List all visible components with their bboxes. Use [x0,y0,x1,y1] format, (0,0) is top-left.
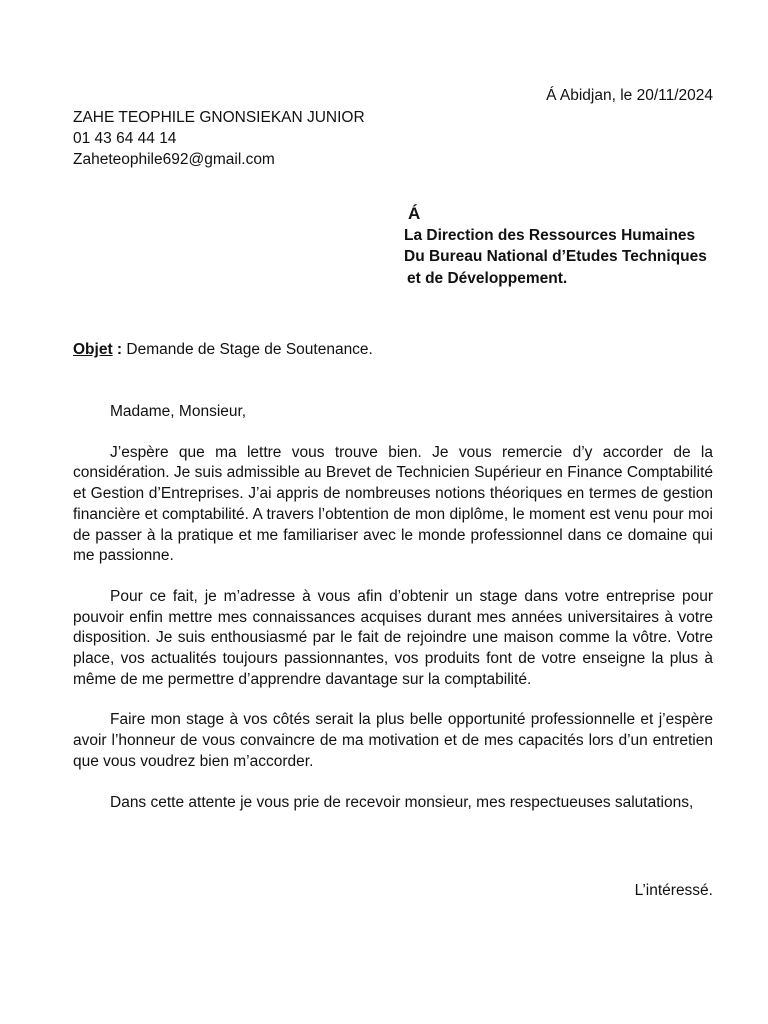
sender-phone: 01 43 64 44 14 [73,130,177,147]
sender-email: Zaheteophile692@gmail.com [73,151,275,168]
paragraph-3: Faire mon stage à vos côtés serait la plus belle opportunité professionnelle et j’espère avoir l’honneur de vous convaincre de ma motivation et de mes capacités lors d’un entretien que vous voudrez bien m’accorder. [73,711,713,770]
closing-signature: L’intéressé. [634,882,713,899]
sender-name: ZAHE TEOPHILE GNONSIEKAN JUNIOR [73,109,365,126]
paragraph-1: J’espère que ma lettre vous trouve bien. Je vous remercie d’y accorder de la considération. Je suis admissible au Brevet de Technicien Supérieur en Finance Comptabilité et Gestion d’Entreprises. J’ai appris de nombreuses notions théoriques en termes de gestion financière et comptabilité. A travers l’obtention de mon diplôme, le moment est venu pour moi de passer à la pratique et me familiariser avec le monde professionnel dans ce domaine qui me passionne. [73,443,713,565]
recipient-prefix: Á [408,204,421,223]
subject-text: Demande de Stage de Soutenance. [122,341,373,358]
sender-block [73,107,365,170]
subject-line [73,340,373,360]
greeting: Madame, Monsieur, [110,403,247,420]
letter-body [73,402,713,833]
date-location: Á Abidjan, le 20/11/2024 [546,87,713,104]
subject-colon: : [112,341,123,358]
recipient-line-2: Du Bureau National d’Etudes Techniques [404,248,707,265]
recipient-block [404,203,707,289]
paragraph-4: Dans cette attente je vous prie de recevoir monsieur, mes respectueuses salutations, [110,793,694,811]
recipient-line-1: La Direction des Ressources Humaines [404,226,696,244]
subject-label: Objet [73,341,113,358]
paragraph-2: Pour ce fait, je m’adresse à vous afin d’obtenir un stage dans votre entreprise pour pouvoir enfin mettre mes connaissances acquises durant mes années universitaires à votre disposition. Je suis enthousiasmé par le fait de rejoindre une maison comme la vôtre. Votre place, vos actualités toujours passionnantes, vos produits font de votre enseigne la plus à même de me permettre d’apprendre davantage sur la comptabilité. [73,587,713,688]
recipient-line-3: et de Développement. [407,269,568,287]
